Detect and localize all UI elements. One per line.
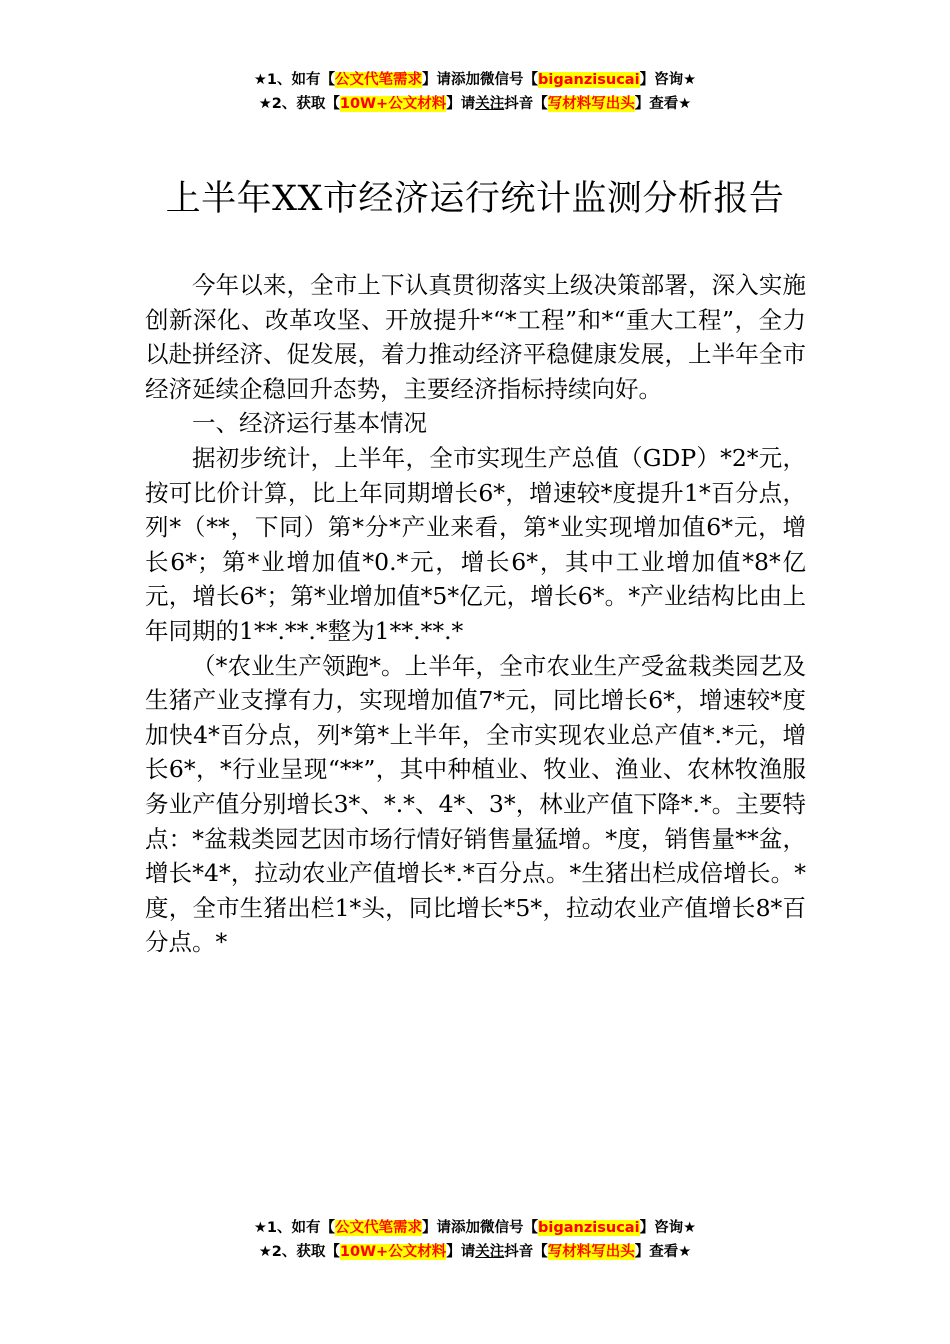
banner-line-2: [0, 1240, 950, 1264]
document-body: [145, 268, 806, 960]
banner-text: 微信号【: [480, 72, 539, 88]
banner-text: 】请: [422, 1220, 452, 1236]
paragraph: 今年以来，全市上下认真贯彻落实上级决策部署，深入实施创新深化、改革攻坚、开放提升*“*工程”和*“重大工程”，全力以赴拼经济、促发展，着力推动经济平稳健康发展，上半年全市经济延续企稳回升态势，主要经济指标持续向好。: [145, 271, 806, 403]
banner-emphasis: 关注: [475, 96, 505, 112]
banner-text: 】查看★: [634, 96, 692, 112]
banner-highlight: 10W+公文材料: [339, 96, 447, 112]
banner-highlight: 写材料写出头: [547, 96, 635, 112]
banner-emphasis: 关注: [475, 1244, 505, 1260]
banner-line-1: [0, 68, 950, 92]
banner-emphasis: 添加: [451, 1220, 481, 1236]
banner-text: 抖音【: [504, 96, 548, 112]
banner-text: 抖音【: [504, 1244, 548, 1260]
banner-text: ★2、获取【: [258, 96, 340, 112]
header-banner: [0, 68, 950, 116]
banner-text: ★1、如有【: [253, 1220, 336, 1236]
banner-text: 】请: [446, 96, 476, 112]
banner-highlight: 写材料写出头: [547, 1244, 635, 1260]
banner-text: ★2、获取【: [258, 1244, 340, 1260]
banner-text: 】请: [422, 72, 452, 88]
section-heading: 一、经济运行基本情况: [192, 409, 427, 438]
banner-text: 】咨询★: [639, 1220, 697, 1236]
banner-text: 】查看★: [634, 1244, 692, 1260]
banner-line-2: [0, 92, 950, 116]
banner-text: 】咨询★: [639, 72, 697, 88]
banner-text: 】请: [446, 1244, 476, 1260]
banner-highlight: 10W+公文材料: [339, 1244, 447, 1260]
banner-highlight: biganzisucai: [538, 72, 640, 88]
banner-highlight: biganzisucai: [538, 1220, 640, 1236]
paragraph: （*农业生产领跑*。上半年，全市农业生产受盆栽类园艺及生猪产业支撑有力，实现增加值7*元，同比增长6*，增速较*度加快4*百分点，列*第*上半年，全市实现农业总产值*.*元，增长6*，*行业呈现“**”，其中种植业、牧业、渔业、农林牧渔服务业产值分别增长3*、*.*、4*、3*，林业产值下降*.*。主要特点：*盆栽类园艺因市场行情好销售量猛增。*度，销售量**盆，增长*4*，拉动农业产值增长*.*百分点。*生猪出栏成倍增长。*度，全市生猪出栏1*头，同比增长*5*，拉动农业产值增长8*百分点。*: [145, 651, 806, 957]
paragraph: 据初步统计，上半年，全市实现生产总值（GDP）*2*元，按可比价计算，比上年同期增长6*，增速较*度提升1*百分点，列*（**，下同）第*分*产业来看，第*业实现增加值6*元，增长6*；第*业增加值*0.*元，增长6*，其中工业增加值*8*亿元，增长6*；第*业增加值*5*亿元，增长6*。*产业结构比由上年同期的1**.**.*整为1**.**.*: [145, 443, 806, 645]
banner-line-1: [0, 1216, 950, 1240]
banner-highlight: 公文代笔需求: [335, 72, 423, 88]
banner-highlight: 公文代笔需求: [335, 1220, 423, 1236]
banner-text: ★1、如有【: [253, 72, 336, 88]
document-title: 上半年XX市经济运行统计监测分析报告: [165, 179, 785, 219]
footer-banner: [0, 1216, 950, 1264]
banner-emphasis: 添加: [451, 72, 481, 88]
banner-text: 微信号【: [480, 1220, 539, 1236]
